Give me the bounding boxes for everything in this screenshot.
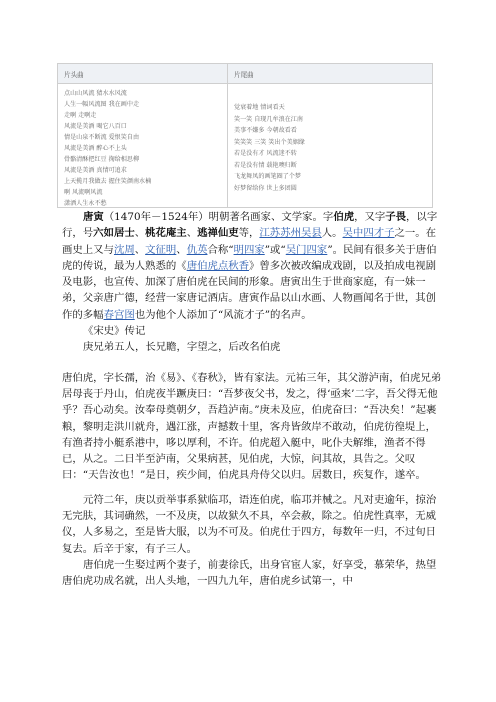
lyric-line: 点山山风流 猜水水风流 <box>64 90 127 97</box>
lyric-line: 风流是美酒 喝它八百口 <box>64 123 127 130</box>
lyric-line: 若是没有才 风流迷不转 <box>234 150 297 157</box>
link-qiuying[interactable]: 仇英 <box>186 243 208 256</box>
lyric-line: 飞龙舞凤的画笔圈了个梦 <box>234 173 302 180</box>
link-wuzhong-four-talents[interactable]: 吴中四才子 <box>342 227 395 240</box>
ending-song-lyrics <box>228 84 432 207</box>
bio-paragraph: 唐寅（1470年－1524年）明朝著名画家、文学家。字伯虎，又字子畏，以字行，号六如居士、桃花庵主、逃禅仙吏等，江苏苏州吴县人。吴中四才子之一。在画史上又与沈周、文征明、仇英合称“明四家”或“吴门四家”。民间有很多关于唐伯虎的传说，最为人熟悉的《唐伯虎点秋香》曾多次被改编成戏剧，以及拍成电视剧及电影，也宣传、加深了唐伯虎在民间的形象。唐寅出生于世商家庭，有一妹一弟，父亲唐广德，经营一家唐记酒店。唐寅作品以山水画、人物画闻名于世，其创作的多幅春宫图也为他个人添加了“风流才子”的名声。 <box>62 211 438 321</box>
lyric-line: 笑笑笑 三笑 笑出个美姻缘 <box>234 138 305 146</box>
lyric-line: 好梦留给你 世上多团圆 <box>234 184 297 192</box>
opening-song-lyrics <box>58 84 228 207</box>
link-ming-four-masters[interactable]: 明四家 <box>233 243 265 256</box>
lyrics-table <box>57 63 433 208</box>
lyric-line: 走啊 走啊走 <box>64 112 97 119</box>
lyric-line: 若是没有情 载艳噢归断 <box>234 161 297 169</box>
spacer <box>62 484 442 492</box>
lyric-line: 上天揽月我做去 握住笑颜南水楠 <box>64 178 152 185</box>
header-opening-song: 片头曲 <box>58 64 228 84</box>
person-name: 唐寅 <box>83 211 104 223</box>
biography-paragraph-2: 元符二年，庚以贡举事系狱临邛，语连伯虎，临邛并械之。凡对吏逾年，掠治无完肤，其词确然，一不及庚，以故狱久不具，卒会赦，除之。伯虎性真率，无威仪，人多易之，至是皆大服，以为不可及。伯虎仕于四方，每数年一归，不过旬日复去。后辛于家，有子三人。 <box>62 493 437 555</box>
biography-paragraph-3: 唐伯虎一生娶过两个妻子，前妻徐氏，出身官宦人家，好享受，慕荣华，热望唐伯虎功成名就，出人头地，一四九九年，唐伯虎乡试第一，中 <box>62 558 437 588</box>
link-wuxian[interactable]: 江苏苏州吴县 <box>259 227 322 240</box>
songshi-subtitle: 庚兄弟五人，长兄瞻，字望之，后改名伯虎 <box>83 341 281 354</box>
link-wenzhengming[interactable]: 文征明 <box>145 243 177 256</box>
lyric-line: 情是山泉不断流 爱恨笑自由 <box>64 134 140 141</box>
lyric-line: 觉衰着地 情词看天 <box>234 104 285 111</box>
link-wumen-four-masters[interactable]: 吴门四家 <box>285 243 328 256</box>
lyric-line: 风流是美酒 醉心不上头 <box>64 145 127 152</box>
biography-paragraph-1: 唐伯虎，字长孺，治《易》、《春秋》，皆有家法。元祐三年，其父游泸南，伯虎兄弟居母丧于丹山，伯虎夜半蹶庚曰：“吾梦夜父书，发之，得‘亟来’二字，吾父得无他乎？吾心动矣。汝奉母奠朝夕，吾趋泸南。”庚未及应，伯虎奋曰：“吾决矣！”起裹粮，黎明走洪川就舟，遇江涨，声撼数十里，客舟皆敛岸不敢动，伯虎彷徨堤上，有渔者持小艇系港中，哆以厚利，不许。伯虎超入艇中，叱仆夫解维，渔者不得已，从之。二日半至泸南，父果病甚，见伯虎，大惊，问其故，具告之。父叹曰：“天告汝也！”是日，疾少间，伯虎具舟侍父以归。居数日，疾复作，遂卒。 <box>62 371 442 482</box>
spacer <box>62 356 442 370</box>
lyric-line: 美事不嫌多 今朝故看看 <box>234 127 297 134</box>
link-chungong-tu[interactable]: 春宫图 <box>103 308 135 321</box>
link-shenzhou[interactable]: 沈周 <box>113 243 135 256</box>
lyric-line: 风流是美酒 真情可追求 <box>64 167 127 174</box>
lyric-line: 潇洒人生永不愁 <box>64 200 107 207</box>
lyric-line: 骨骼清酥把红豆 掬给相思柳 <box>64 156 140 163</box>
header-ending-song: 片尾曲 <box>228 64 432 84</box>
lyric-line: 人生一幅风流图 我在画中走 <box>64 101 140 108</box>
lyric-line: 啊 风流啊风流 <box>64 189 103 196</box>
link-tang-bohu-qiuxiang[interactable]: 唐伯虎点秋香 <box>186 259 250 272</box>
lyric-line: 笑一笑 自现几牟浪在江南 <box>234 115 303 123</box>
songshi-heading: 《宋史》传记 <box>83 325 146 338</box>
article-body <box>62 209 442 590</box>
